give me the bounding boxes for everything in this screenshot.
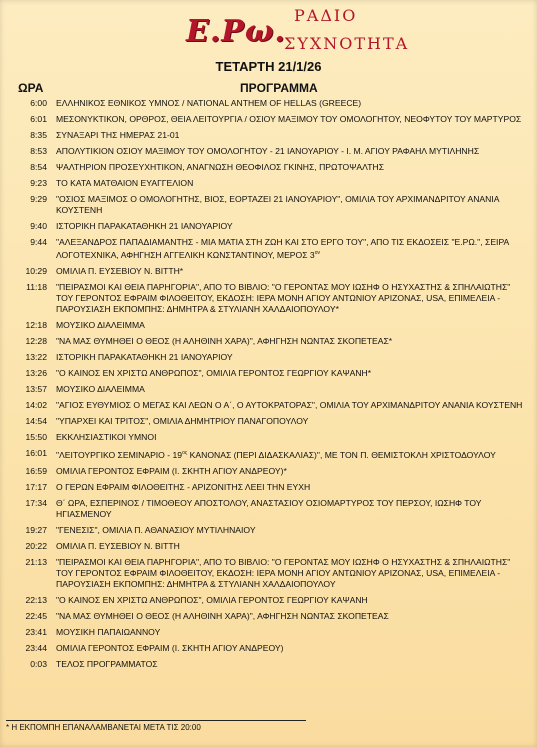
page-title: ΤΕΤΑΡΤΗ 21/1/26 (215, 59, 322, 74)
program-text: "ΑΛΕΞΑΝΔΡΟΣ ΠΑΠΑΔΙΑΜΑΝΤΗΣ - ΜΙΑ ΜΑΤΙΑ ΣΤΗ ΖΩΗ ΚΑΙ ΣΤΟ ΕΡΓΟ ΤΟΥ", ΑΠΟ ΤΙΣ ΕΚΔΟΣΕΙΣ "Ε.ΡΩ.", ΣΕΙΡΑ ΛΟΓΟΤΕΧΝΙΚΑ, ΑΦΗΓΗΣΗ ΑΓΓΕΛΙΚΗ ΚΩΝΣΤΑΝΤΙΝΟΥ, ΜΕΡΟΣ 3 (56, 237, 509, 260)
schedule-program (56, 557, 526, 590)
schedule-row (0, 320, 537, 331)
program-text: "ΓΕΝΕΣΙΣ", ΟΜΙΛΙΑ Π. ΑΘΑΝΑΣΙΟΥ ΜΥΤΙΛΗΝΑΙΟΥ (56, 524, 256, 535)
program-text: "Ο ΚΑΙΝΟΣ ΕΝ ΧΡΙΣΤΩ ΑΝΘΡΩΠΟΣ", ΟΜΙΛΙΑ ΓΕΡΟΝΤΟΣ ΓΕΩΡΓΙΟΥ ΚΑΨΑΝΗ* (56, 367, 372, 378)
schedule-time: 16:01 (25, 447, 47, 458)
schedule-program (56, 432, 526, 443)
schedule-row (0, 432, 537, 443)
schedule-program (56, 627, 526, 638)
station-logo (186, 4, 410, 56)
schedule-program (56, 114, 526, 125)
schedule-time: 17:34 (25, 497, 47, 508)
schedule-time: 8:54 (30, 162, 47, 172)
schedule-program (56, 130, 526, 141)
program-text: ΕΛΛΗΝΙΚΟΣ ΕΘΝΙΚΟΣ ΥΜΝΟΣ / NATIONAL ANTHEM OF HELLAS (GREECE) (56, 98, 362, 108)
column-header-program: ΠΡΟΓΡΑΜΜΑ (240, 81, 318, 95)
program-text: ΣΥΝΑΞΑΡΙ ΤΗΣ ΗΜΕΡΑΣ 21-01 (56, 130, 180, 140)
program-text: ΜΟΥΣΙΚΟ ΔΙΑΛΕΙΜΜΑ (56, 319, 145, 330)
program-text: ΜΟΥΣΙΚΗ ΠΑΠΑΙΩΑΝΝΟΥ (56, 626, 161, 637)
schedule-program (56, 541, 526, 552)
program-text: "ΛΕΙΤΟΥΡΓΙΚΟ ΣΕΜΙΝΑΡΙΟ - 19 (56, 449, 183, 460)
schedule-time: 13:26 (25, 367, 47, 378)
schedule-row (0, 482, 537, 493)
schedule-program (56, 98, 526, 109)
schedule-row (0, 643, 537, 654)
schedule-row (0, 557, 537, 590)
schedule-time: 22:13 (25, 594, 47, 605)
program-text: "ΑΓΙΟΣ ΕΥΘΥΜΙΟΣ Ο ΜΕΓΑΣ ΚΑΙ ΛΕΩΝ Ο Α΄, Ο ΑΥΤΟΚΡΑΤΟΡΑΣ", ΟΜΙΛΙΑ ΤΟΥ ΑΡΧΙΜΑΝΔΡΙΤΟΥ ΑΝΑΝΙΑ ΚΟΥΣΤΕΝΗ (56, 399, 523, 410)
schedule-time: 14:02 (25, 399, 47, 410)
program-text: "ΠΕΙΡΑΣΜΟΙ ΚΑΙ ΘΕΙΑ ΠΑΡΗΓΟΡΙΑ", ΑΠΟ ΤΟ ΒΙΒΛΙΟ: "Ο ΓΕΡΟΝΤΑΣ ΜΟΥ ΙΩΣΗΦ Ο ΗΣΥΧΑΣΤΗΣ & ΣΠΗΛΑΙΩΤΗΣ" ΤΟΥ ΓΕΡΟΝΤΟΣ ΕΦΡΑΙΜ ΦΙΛΟΘΕΙΤΟΥ, ΕΚΔΟΣΗ: ΙΕΡΑ ΜΟΝΗ ΑΓΙΟΥ ΑΝΤΩΝΙΟΥ ΑΡΙΖΟΝΑΣ, USA, ΕΠΙΜΕΛΕΙΑ - ΠΑΡΟΥΣΙΑΣΗ ΕΚΠΟΜΠΗΣ: ΔΗΜΗΤΡΑ & ΣΤΥΛΙΑΝΗ ΧΑΛΔΑΙΟΠΟΥΛΟΥ (56, 556, 511, 589)
schedule-time: 20:22 (25, 540, 47, 551)
schedule-time: 19:27 (25, 524, 47, 535)
program-text: Θ΄ ΩΡΑ, ΕΣΠΕΡΙΝΟΣ / ΤΙΜΟΘΕΟΥ ΑΠΟΣΤΟΛΟΥ, ΑΝΑΣΤΑΣΙΟΥ ΟΣΙΟΜΑΡΤΥΡΟΣ ΤΟΥ ΠΕΡΣΟΥ, ΙΩΣΗΦ ΤΟΥ ΗΓΙΑΣΜΕΝΟΥ (56, 497, 482, 519)
schedule-time: 15:50 (25, 431, 47, 442)
schedule-program (56, 336, 526, 347)
schedule-program (56, 266, 526, 277)
schedule-program (56, 448, 526, 461)
schedule-row (0, 611, 537, 622)
schedule-row (0, 627, 537, 638)
schedule-time: 9:40 (30, 221, 47, 231)
schedule-program (56, 400, 526, 411)
schedule-time: 0:03 (30, 658, 47, 669)
schedule-program (56, 659, 526, 670)
column-header-time: ΩΡΑ (18, 81, 44, 95)
schedule-time: 8:53 (30, 146, 47, 156)
schedule-program (56, 194, 526, 216)
schedule-time: 21:13 (25, 556, 47, 567)
schedule-program (56, 482, 526, 493)
schedule-row (0, 384, 537, 395)
schedule-row (0, 114, 537, 125)
schedule-time: 13:22 (25, 351, 47, 362)
schedule-time: 23:41 (25, 626, 47, 637)
schedule-program (56, 178, 526, 189)
schedule-program (56, 320, 526, 331)
program-text: ΟΜΙΛΙΑ ΓΕΡΟΝΤΟΣ ΕΦΡΑΙΜ (Ι. ΣΚΗΤΗ ΑΓΙΟΥ ΑΝΔΡΕΟΥ)* (56, 465, 287, 476)
schedule-time: 13:57 (25, 383, 47, 394)
program-text: ΙΣΤΟΡΙΚΗ ΠΑΡΑΚΑΤΑΘΗΚΗ 21 ΙΑΝΟΥΑΡΙΟΥ (56, 221, 233, 231)
program-text: ΤΕΛΟΣ ΠΡΟΓΡΑΜΜΑΤΟΣ (56, 658, 158, 669)
schedule-row (0, 221, 537, 232)
program-text: "ΥΠΑΡΧΕΙ ΚΑΙ ΤΡΙΤΟΣ", ΟΜΙΛΙΑ ΔΗΜΗΤΡΙΟΥ ΠΑΝΑΓΟΠΟΥΛΟΥ (56, 415, 309, 426)
schedule-row (0, 194, 537, 216)
schedule-program (56, 643, 526, 654)
schedule-program (56, 162, 526, 173)
schedule-row (0, 130, 537, 141)
schedule-time: 12:28 (25, 335, 47, 346)
schedule-row (0, 266, 537, 277)
program-text: "ΠΕΙΡΑΣΜΟΙ ΚΑΙ ΘΕΙΑ ΠΑΡΗΓΟΡΙΑ", ΑΠΟ ΤΟ ΒΙΒΛΙΟ: "Ο ΓΕΡΟΝΤΑΣ ΜΟΥ ΙΩΣΗΦ Ο ΗΣΥΧΑΣΤΗΣ & ΣΠΗΛΑΙΩΤΗΣ" ΤΟΥ ΓΕΡΟΝΤΟΣ ΕΦΡΑΙΜ ΦΙΛΟΘΕΙΤΟΥ, ΕΚΔΟΣΗ: ΙΕΡΑ ΜΟΝΗ ΑΓΙΟΥ ΑΝΤΩΝΙΟΥ ΑΡΙΖΟΝΑΣ, USA, ΕΠΙΜΕΛΕΙΑ - ΠΑΡΟΥΣΙΑΣΗ ΕΚΠΟΜΠΗΣ: ΔΗΜΗΤΡΑ & ΣΤΥΛΙΑΝΗ ΧΑΛΔΑΙΟΠΟΥΛΟΥ* (56, 281, 511, 314)
program-text: ΨΑΛΤΗΡΙΟΝ ΠΡΟΣΕΥΧΗΤΙΚΟΝ, ΑΝΑΓΝΩΣΗ ΘΕΟΦΙΛΟΣ ΓΚΙΝΗΣ, ΠΡΩΤΟΨΑΛΤΗΣ (56, 162, 385, 172)
program-text: "Ο ΚΑΙΝΟΣ ΕΝ ΧΡΙΣΤΩ ΑΝΘΡΩΠΟΣ", ΟΜΙΛΙΑ ΓΕΡΟΝΤΟΣ ΓΕΩΡΓΙΟΥ ΚΑΨΑΝΗ (56, 594, 368, 605)
schedule-program (56, 221, 526, 232)
schedule-program (56, 384, 526, 395)
program-text: ΜΟΥΣΙΚΟ ΔΙΑΛΕΙΜΜΑ (56, 383, 145, 394)
schedule-program (56, 237, 526, 261)
schedule-row (0, 659, 537, 670)
schedule-program (56, 525, 526, 536)
schedule-time: 11:18 (26, 281, 47, 292)
schedule-program (56, 611, 526, 622)
logo-bottom-text: ΣΥΧΝΟΤΗΤΑ (284, 34, 410, 53)
schedule-list (0, 98, 537, 675)
schedule-program (56, 466, 526, 477)
program-text: "ΝΑ ΜΑΣ ΘΥΜΗΘΕΙ Ο ΘΕΟΣ (Η ΑΛΗΘΙΝΗ ΧΑΡΑ)", ΑΦΗΓΗΣΗ ΝΩΝΤΑΣ ΣΚΟΠΕΤΕΑΣ (56, 610, 389, 621)
schedule-time: 12:18 (25, 319, 47, 330)
schedule-row (0, 416, 537, 427)
schedule-row (0, 336, 537, 347)
schedule-program (56, 416, 526, 427)
schedule-time: 9:44 (30, 237, 47, 247)
program-text: ΑΠΟΛΥΤΙΚΙΟΝ ΟΣΙΟΥ ΜΑΞΙΜΟΥ ΤΟΥ ΟΜΟΛΟΓΗΤΟΥ - 21 ΙΑΝΟΥΑΡΙΟΥ - Ι. Μ. ΑΓΙΟΥ ΡΑΦΑΗΛ ΜΥΤΙΛΗΝΗΣ (56, 146, 480, 156)
program-text: ΕΚΚΛΗΣΙΑΣΤΙΚΟΙ ΥΜΝΟΙ (56, 431, 157, 442)
schedule-time: 6:01 (30, 114, 47, 124)
schedule-time: 10:29 (25, 265, 47, 276)
program-text: ΟΜΙΛΙΑ ΓΕΡΟΝΤΟΣ ΕΦΡΑΙΜ (Ι. ΣΚΗΤΗ ΑΓΙΟΥ ΑΝΔΡΕΟΥ) (56, 642, 284, 653)
schedule-row (0, 466, 537, 477)
program-text: ΟΜΙΛΙΑ Π. ΕΥΣΕΒΙΟΥ Ν. ΒΙΤΤΗ* (56, 265, 184, 276)
schedule-program (56, 352, 526, 363)
schedule-program (56, 146, 526, 157)
logo-main-text: Ε.Ρω. (186, 14, 286, 49)
schedule-time: 16:59 (25, 465, 47, 476)
program-superscript: ος (182, 449, 188, 456)
schedule-time: 17:17 (25, 481, 47, 492)
schedule-time: 22:45 (25, 610, 47, 621)
schedule-row (0, 448, 537, 461)
schedule-time: 14:54 (25, 415, 47, 426)
schedule-row (0, 525, 537, 536)
schedule-row (0, 595, 537, 606)
schedule-row (0, 498, 537, 520)
schedule-row (0, 400, 537, 411)
program-text: ΙΣΤΟΡΙΚΗ ΠΑΡΑΚΑΤΑΘΗΚΗ 21 ΙΑΝΟΥΑΡΙΟΥ (56, 351, 233, 362)
schedule-time: 6:00 (30, 98, 47, 108)
schedule-program (56, 368, 526, 379)
schedule-row (0, 368, 537, 379)
schedule-program (56, 498, 526, 520)
program-text: "ΝΑ ΜΑΣ ΘΥΜΗΘΕΙ Ο ΘΕΟΣ (Η ΑΛΗΘΙΝΗ ΧΑΡΑ)", ΑΦΗΓΗΣΗ ΝΩΝΤΑΣ ΣΚΟΠΕΤΕΑΣ* (56, 335, 393, 346)
schedule-row (0, 146, 537, 157)
footnote: * Η ΕΚΠΟΜΠΗ ΕΠΑΝΑΛΑΜΒΑΝΕΤΑΙ ΜΕΤΑ ΤΙΣ 20:00 (6, 720, 306, 732)
program-text: Ο ΓΕΡΩΝ ΕΦΡΑΙΜ ΦΙΛΟΘΕΙΤΗΣ - ΑΡΙΖΟΝΙΤΗΣ ΛΕΕΙ ΤΗΝ ΕΥΧΗ (56, 481, 311, 492)
schedule-time: 9:29 (30, 194, 47, 204)
logo-top-text: ΡΑΔΙΟ (294, 6, 358, 25)
schedule-row (0, 541, 537, 552)
program-text: ΟΜΙΛΙΑ Π. ΕΥΣΕΒΙΟΥ Ν. ΒΙΤΤΗ (56, 540, 180, 551)
schedule-time: 9:23 (30, 178, 47, 188)
schedule-row (0, 178, 537, 189)
schedule-row (0, 352, 537, 363)
program-text: ΤΟ ΚΑΤΑ ΜΑΤΘΑΙΟΝ ΕΥΑΓΓΕΛΙΟΝ (56, 178, 194, 188)
schedule-row (0, 162, 537, 173)
schedule-program (56, 282, 526, 315)
schedule-row (0, 98, 537, 109)
program-superscript: ον (314, 250, 320, 256)
schedule-time: 8:35 (30, 130, 47, 140)
program-text-continued: ΚΑΝΟΝΑΣ (ΠΕΡΙ ΔΙΔΑΣΚΑΛΙΑΣ)", ΜΕ ΤΟΝ Π. ΘΕΜΙΣΤΟΚΛΗ ΧΡΙΣΤΟΔΟΥΛΟΥ (187, 449, 496, 460)
schedule-time: 23:44 (25, 642, 47, 653)
schedule-program (56, 595, 526, 606)
program-text: "ΟΣΙΟΣ ΜΑΞΙΜΟΣ Ο ΟΜΟΛΟΓΗΤΗΣ, ΒΙΟΣ, ΕΟΡΤΑΖΕΙ 21 ΙΑΝΟΥΑΡΙΟΥ", ΟΜΙΛΙΑ ΤΟΥ ΑΡΧΙΜΑΝΔΡΙΤΟΥ ΑΝΑΝΙΑ ΚΟΥΣΤΕΝΗ (56, 194, 500, 215)
program-text: ΜΕΣΟΝΥΚΤΙΚΟΝ, ΟΡΘΡΟΣ, ΘΕΙΑ ΛΕΙΤΟΥΡΓΙΑ / ΟΣΙΟΥ ΜΑΞΙΜΟΥ ΤΟΥ ΟΜΟΛΟΓΗΤΟΥ, ΝΕΟΦΥΤΟΥ ΤΟΥ ΜΑΡΤΥΡΟΣ (56, 114, 522, 124)
schedule-row (0, 237, 537, 261)
schedule-row (0, 282, 537, 315)
